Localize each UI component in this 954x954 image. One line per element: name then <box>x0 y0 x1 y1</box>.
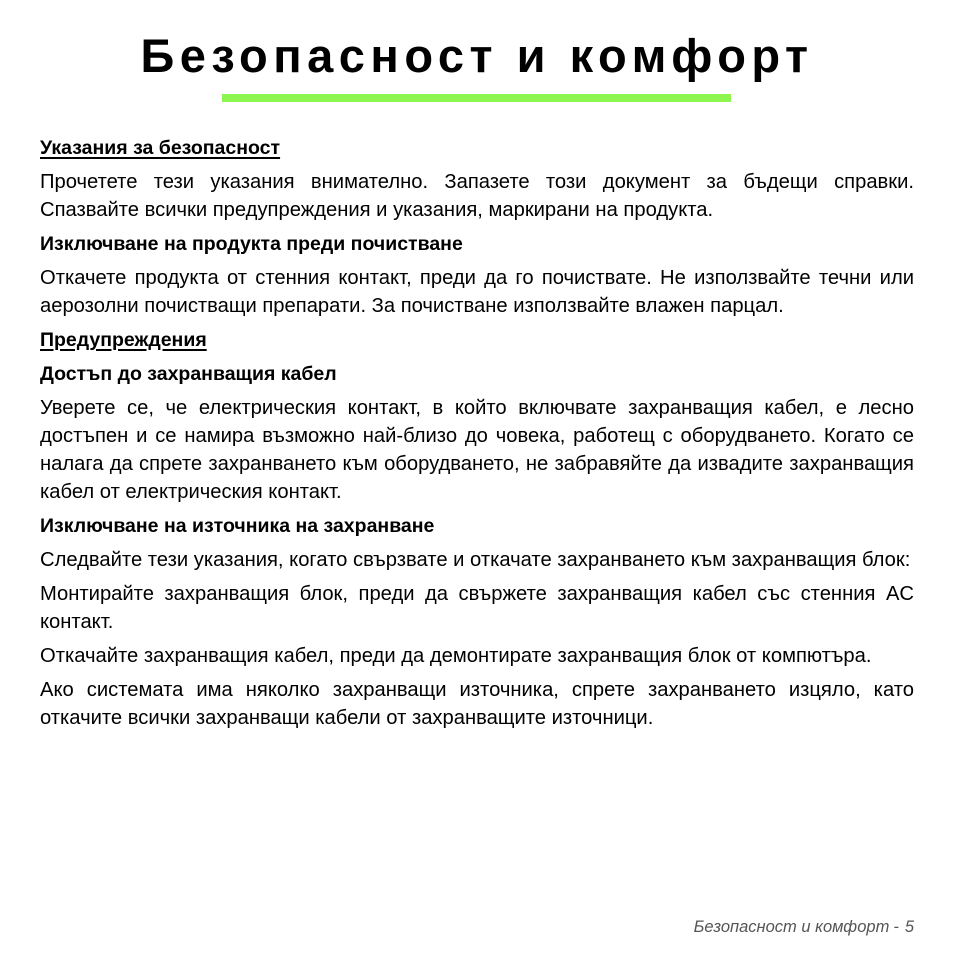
title-accent-bar <box>222 94 731 102</box>
paragraph-disconnect-2: Монтирайте захранващия блок, преди да свържете захранващия кабел със стенния AC контакт. <box>40 583 914 633</box>
heading-warnings: Предупреждения <box>40 329 207 351</box>
heading-safety-instructions: Указания за безопасност <box>40 137 281 159</box>
page-footer <box>694 916 914 938</box>
paragraph-disconnect-4: Ако системата има няколко захранващи източника, спрете захранването изцяло, като откачите всички захранващи кабели от захранващите източници. <box>40 679 914 729</box>
paragraph-disconnect-1: Следвайте тези указания, когато свързвате и откачате захранването към захранващия блок: <box>40 549 911 571</box>
page-title: Безопасност и комфорт <box>140 29 814 82</box>
subheading-power-cord: Достъп до захранващия кабел <box>40 363 337 385</box>
subheading-disconnect-power: Изключване на източника на захранване <box>40 515 435 537</box>
paragraph-disconnect-3: Откачайте захранващия кабел, преди да демонтирате захранващия блок от компютъра. <box>40 645 872 667</box>
paragraph-power-cord: Уверете се, че електрическия контакт, в който включвате захранващия кабел, е лесно достъпен и се намира възможно най-близо до човека, работещ с оборудването. Когато се налага да спрете захранването към оборудването, не забравяйте да извадите захранващия кабел от електрическия контакт. <box>40 397 914 503</box>
document-body <box>40 134 914 738</box>
footer-section-name: Безопасност и комфорт <box>693 918 890 936</box>
subheading-cleaning: Изключване на продукта преди почистване <box>40 233 463 255</box>
paragraph-safety-intro: Прочетете тези указания внимателно. Запазете този документ за бъдещи справки. Спазвайте всички предупреждения и указания, маркирани на продукта. <box>40 171 914 221</box>
footer-separator: - <box>893 918 899 936</box>
footer-page-number: 5 <box>904 918 914 936</box>
paragraph-cleaning: Откачете продукта от стенния контакт, преди да го почиствате. Не използвайте течни или аерозолни почистващи препарати. За почистване използвайте влажен парцал. <box>40 267 914 317</box>
